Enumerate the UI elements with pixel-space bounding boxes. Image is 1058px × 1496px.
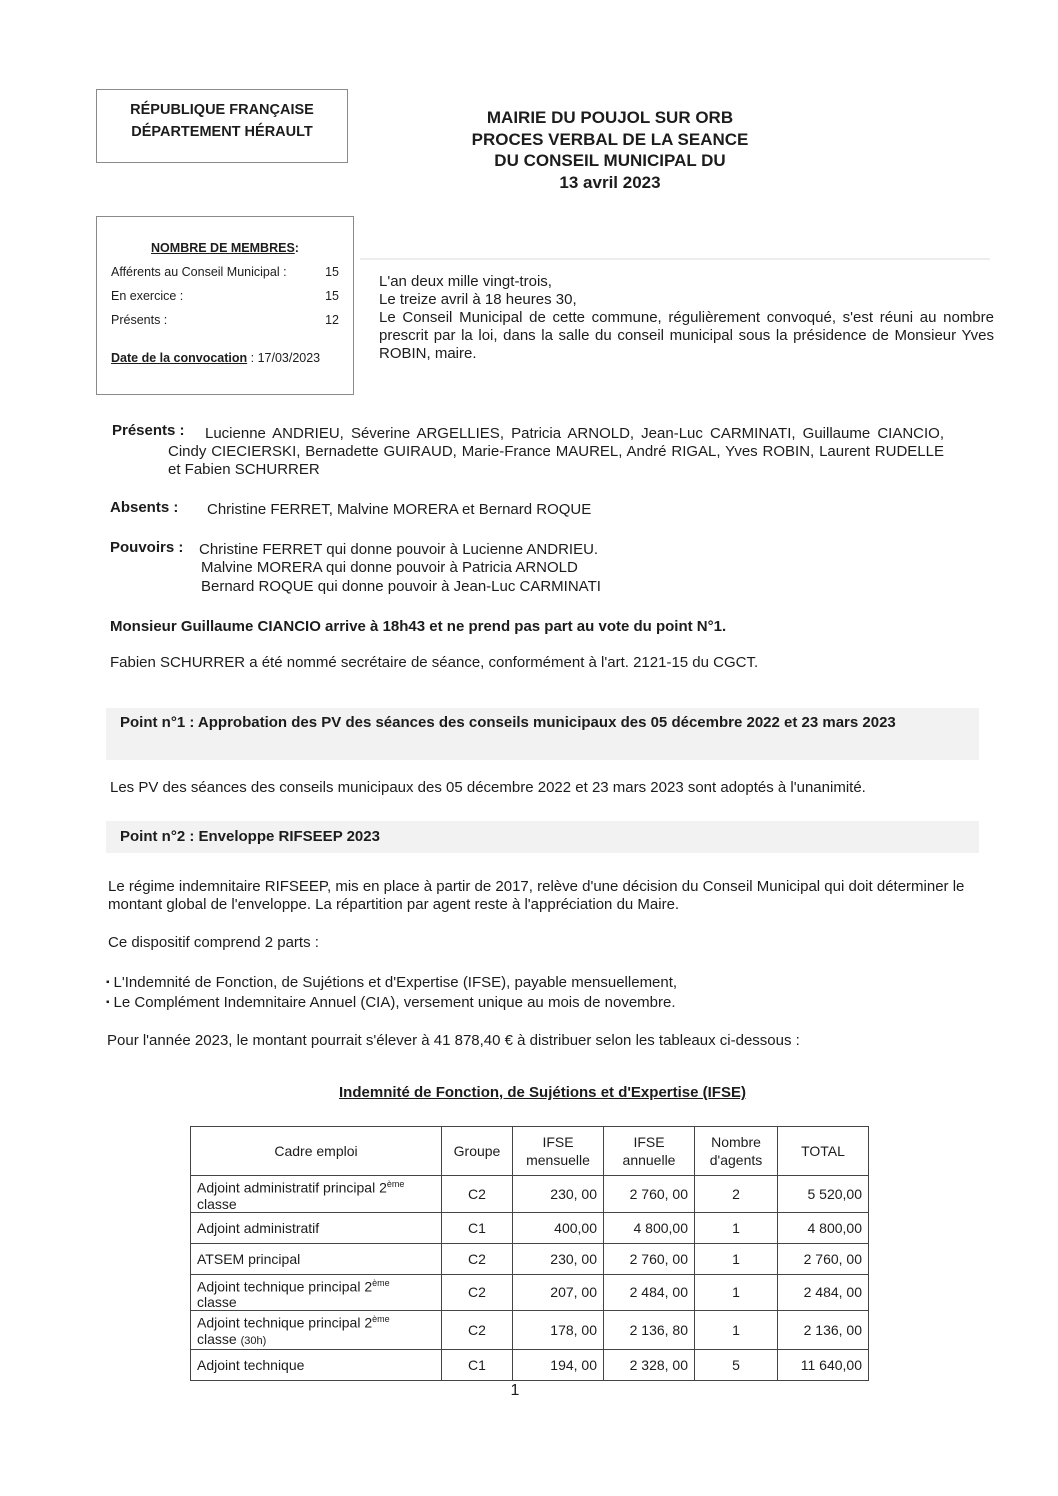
point2-bullets bbox=[106, 974, 677, 1014]
cell-mensuelle: 230, 00 bbox=[513, 1176, 604, 1213]
arrival-note: Monsieur Guillaume CIANCIO arrive à 18h43 et ne prend pas part au vote du point N°1. bbox=[110, 618, 727, 635]
intro-paragraph bbox=[379, 273, 994, 363]
cell-mensuelle: 178, 00 bbox=[513, 1311, 604, 1350]
pouvoirs-line: Christine FERRET qui donne pouvoir à Lucienne ANDRIEU. bbox=[199, 541, 599, 558]
point2-para1: Le régime indemnitaire RIFSEEP, mis en place à partir de 2017, relève d'une décision du Conseil Municipal qui doit déterminer le montant global de l'enveloppe. La répartition par agent reste à l'appréciation du Maire. bbox=[108, 878, 965, 913]
absents-text: Christine FERRET, Malvine MORERA et Bernard ROQUE bbox=[207, 501, 592, 518]
members-heading-suffix: : bbox=[294, 241, 299, 255]
cell-cadre bbox=[191, 1274, 442, 1311]
members-row bbox=[111, 313, 339, 327]
members-heading-text: NOMBRE DE MEMBRES bbox=[151, 241, 295, 255]
cell-total: 11 640,00 bbox=[778, 1349, 869, 1380]
cadre-text-2: classe bbox=[197, 1294, 237, 1311]
header-line: IFSE bbox=[542, 1134, 574, 1150]
members-row bbox=[111, 289, 339, 303]
cell-groupe: C2 bbox=[442, 1243, 513, 1274]
intro-line: Le treize avril à 18 heures 30, bbox=[379, 291, 577, 308]
cell-cadre: ATSEM principal bbox=[191, 1243, 442, 1274]
title-line: DU CONSEIL MUNICIPAL DU bbox=[494, 151, 726, 170]
cell-total: 2 760, 00 bbox=[778, 1243, 869, 1274]
document-title bbox=[400, 107, 820, 193]
col-header-cadre: Cadre emploi bbox=[191, 1127, 442, 1176]
intro-line: Le Conseil Municipal de cette commune, régulièrement convoqué, s'est réuni au nombre prescrit par la loi, dans la salle du conseil municipal sous la présidence de Monsieur Yves ROBIN, maire. bbox=[379, 309, 994, 362]
members-box bbox=[96, 216, 354, 395]
cell-agents: 1 bbox=[695, 1311, 778, 1350]
cadre-text: Adjoint technique principal 2 bbox=[197, 1278, 373, 1295]
cell-annuelle: 2 484, 00 bbox=[604, 1274, 695, 1311]
cell-annuelle: 2 328, 00 bbox=[604, 1349, 695, 1380]
secretary-note: Fabien SCHURRER a été nommé secrétaire de séance, conformément à l'art. 2121-15 du CGCT. bbox=[110, 654, 759, 671]
table-title: Indemnité de Fonction, de Sujétions et d'Expertise (IFSE) bbox=[339, 1084, 746, 1101]
header-line: annuelle bbox=[622, 1152, 676, 1168]
members-row-value: 15 bbox=[325, 289, 339, 303]
cadre-text: Adjoint administratif principal 2 bbox=[197, 1179, 387, 1196]
header-line: IFSE bbox=[633, 1134, 665, 1150]
point2-para2: Ce dispositif comprend 2 parts : bbox=[108, 934, 319, 951]
cell-groupe: C2 bbox=[442, 1176, 513, 1213]
members-row-label: En exercice : bbox=[111, 289, 184, 303]
cell-agents: 5 bbox=[695, 1349, 778, 1380]
cell-agents: 1 bbox=[695, 1243, 778, 1274]
pouvoirs-line: Bernard ROQUE qui donne pouvoir à Jean-Luc CARMINATI bbox=[201, 578, 601, 595]
col-header-nb-agents bbox=[695, 1127, 778, 1176]
point2-title: Point n°2 : Enveloppe RIFSEEP 2023 bbox=[120, 828, 380, 845]
header-line: Nombre bbox=[711, 1134, 761, 1150]
absents-label-text: Absents : bbox=[110, 499, 179, 516]
cell-groupe: C1 bbox=[442, 1349, 513, 1380]
table-row bbox=[191, 1243, 869, 1274]
cell-annuelle: 4 800,00 bbox=[604, 1212, 695, 1243]
presents-label-text: Présents : bbox=[112, 422, 185, 439]
cell-annuelle: 2 136, 80 bbox=[604, 1311, 695, 1350]
cell-groupe: C2 bbox=[442, 1311, 513, 1350]
cell-cadre: Adjoint administratif bbox=[191, 1212, 442, 1243]
cell-total: 2 484, 00 bbox=[778, 1274, 869, 1311]
cell-groupe: C2 bbox=[442, 1274, 513, 1311]
members-row bbox=[111, 265, 339, 279]
convocation-date bbox=[111, 351, 320, 365]
table-row bbox=[191, 1311, 869, 1350]
title-date: 13 avril 2023 bbox=[559, 172, 661, 192]
members-row-label: Présents : bbox=[111, 313, 168, 327]
cadre-text-2: classe bbox=[197, 1195, 237, 1212]
divider bbox=[360, 258, 990, 260]
point2-para3: Pour l'année 2023, le montant pourrait s'élever à 41 878,40 € à distribuer selon les tableaux ci-dessous : bbox=[107, 1032, 800, 1049]
cell-mensuelle: 207, 00 bbox=[513, 1274, 604, 1311]
col-header-total: TOTAL bbox=[778, 1127, 869, 1176]
table-header-row bbox=[191, 1127, 869, 1176]
members-row-value: 15 bbox=[325, 265, 339, 279]
table-row bbox=[191, 1176, 869, 1213]
cadre-sup: ème bbox=[386, 1179, 405, 1189]
cell-agents: 2 bbox=[695, 1176, 778, 1213]
members-row-label: Afférents au Conseil Municipal : bbox=[111, 265, 287, 279]
presents-text: Lucienne ANDRIEU, Séverine ARGELLIES, Patricia ARNOLD, Jean-Luc CARMINATI, Guillaume CIANCIO, Cindy CIECIERSKI, Bernadette GUIRAUD, Marie-France MAUREL, André RIGAL, Yves ROBIN, Laurent RUDELLE et Fabien SCHURRER bbox=[168, 425, 944, 478]
page-number: 1 bbox=[510, 1382, 520, 1399]
republic-header-box bbox=[96, 89, 348, 163]
point1-body: Les PV des séances des conseils municipaux des 05 décembre 2022 et 23 mars 2023 sont adoptés à l'unanimité. bbox=[110, 779, 866, 796]
pouvoirs-label bbox=[110, 539, 183, 557]
cell-total: 2 136, 00 bbox=[778, 1311, 869, 1350]
cell-agents: 1 bbox=[695, 1212, 778, 1243]
department-label: DÉPARTEMENT HÉRAULT bbox=[131, 124, 313, 140]
cell-total: 5 520,00 bbox=[778, 1176, 869, 1213]
table-row bbox=[191, 1274, 869, 1311]
absents-label bbox=[110, 499, 178, 517]
table-row bbox=[191, 1212, 869, 1243]
title-line: MAIRIE DU POUJOL SUR ORB bbox=[486, 108, 734, 127]
cell-cadre bbox=[191, 1311, 442, 1350]
pouvoirs-label-text: Pouvoirs : bbox=[110, 539, 184, 556]
cell-annuelle: 2 760, 00 bbox=[604, 1243, 695, 1274]
cell-annuelle: 2 760, 00 bbox=[604, 1176, 695, 1213]
cadre-sup: ème bbox=[372, 1277, 390, 1288]
header-line: d'agents bbox=[709, 1152, 763, 1168]
members-heading bbox=[97, 241, 353, 255]
bullet-item: ▪ Le Complément Indemnitaire Annuel (CIA), versement unique au mois de novembre. bbox=[106, 994, 677, 1014]
cell-mensuelle: 194, 00 bbox=[513, 1349, 604, 1380]
col-header-ifse-annuelle bbox=[604, 1127, 695, 1176]
point1-title: Point n°1 : Approbation des PV des séances des conseils municipaux des 05 décembre 2022 et 23 mars 2023 bbox=[120, 714, 896, 731]
col-header-ifse-mensuelle bbox=[513, 1127, 604, 1176]
cell-groupe: C1 bbox=[442, 1212, 513, 1243]
header-line: mensuelle bbox=[526, 1152, 590, 1168]
bullet-item: ▪ L'Indemnité de Fonction, de Sujétions et d'Expertise (IFSE), payable mensuellement, bbox=[106, 974, 677, 994]
col-header-groupe: Groupe bbox=[442, 1127, 513, 1176]
intro-line: L'an deux mille vingt-trois, bbox=[379, 273, 552, 290]
convocation-value: : 17/03/2023 bbox=[247, 351, 321, 365]
members-row-value: 12 bbox=[325, 313, 339, 327]
republic-label: RÉPUBLIQUE FRANÇAISE bbox=[130, 102, 314, 118]
cell-mensuelle: 400,00 bbox=[513, 1212, 604, 1243]
cadre-text-2: classe bbox=[197, 1330, 237, 1347]
ifse-table bbox=[190, 1126, 869, 1381]
cadre-sup: ème bbox=[372, 1314, 390, 1325]
cell-agents: 1 bbox=[695, 1274, 778, 1311]
cell-mensuelle: 230, 00 bbox=[513, 1243, 604, 1274]
pouvoirs-line: Malvine MORERA qui donne pouvoir à Patricia ARNOLD bbox=[201, 559, 578, 576]
cell-cadre: Adjoint technique bbox=[191, 1349, 442, 1380]
cadre-text: Adjoint technique principal 2 bbox=[197, 1314, 373, 1331]
cadre-extra: (30h) bbox=[240, 1334, 267, 1347]
convocation-label: Date de la convocation bbox=[111, 351, 248, 365]
cell-cadre bbox=[191, 1176, 442, 1213]
cell-total: 4 800,00 bbox=[778, 1212, 869, 1243]
title-line: PROCES VERBAL DE LA SEANCE bbox=[471, 129, 749, 149]
table-row bbox=[191, 1349, 869, 1380]
